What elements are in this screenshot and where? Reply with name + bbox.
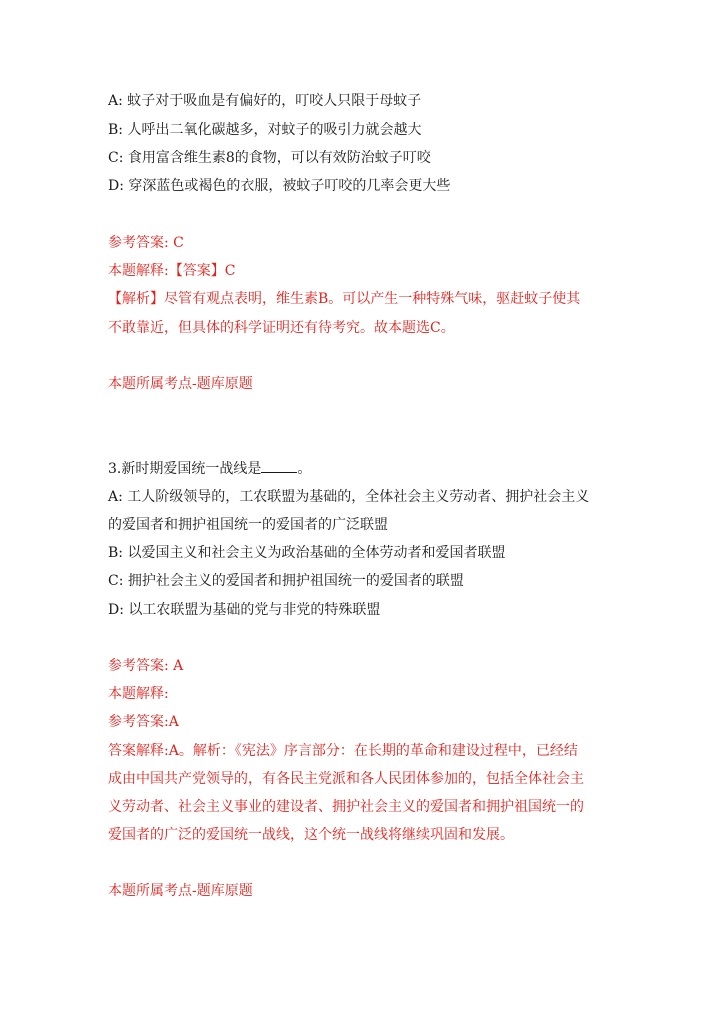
q2-option-b: B: 人呼出二氧化碳越多，对蚊子的吸引力就会越大 bbox=[108, 122, 422, 138]
q2-explain-title: 本题解释:【答案】C bbox=[108, 263, 236, 279]
q3-option-a-cont: 的爱国者和拥护祖国统一的爱国者的广泛联盟 bbox=[108, 517, 388, 533]
q3-answer: 参考答案: A bbox=[108, 658, 184, 674]
q3-explain-line-4: 爱国者的广泛的爱国统一战线，这个统一战线将继续巩固和发展。 bbox=[108, 827, 514, 843]
q3-question-suffix: 。 bbox=[297, 461, 312, 477]
q3-answer-blank bbox=[261, 458, 297, 473]
q2-answer: 参考答案: C bbox=[108, 235, 184, 251]
q3-option-d: D: 以工农联盟为基础的党与非党的特殊联盟 bbox=[108, 602, 381, 618]
q2-option-c: C: 食用富含维生素8的食物，可以有效防治蚊子叮咬 bbox=[108, 150, 431, 166]
q2-explain-line-2: 不敢靠近，但具体的科学证明还有待考究。故本题选C。 bbox=[108, 320, 455, 336]
q2-source: 本题所属考点-题库原题 bbox=[108, 376, 253, 392]
q2-explain-line-1: 【解析】尽管有观点表明，维生素B。可以产生一种特殊气味，驱赶蚊子使其 bbox=[108, 291, 581, 307]
q3-option-b: B: 以爱国主义和社会主义为政治基础的全体劳动者和爱国者联盟 bbox=[108, 545, 506, 561]
q3-explain-title: 本题解释: bbox=[108, 686, 169, 702]
q3-answer-2: 参考答案:A bbox=[108, 714, 179, 730]
q3-question bbox=[108, 458, 311, 478]
q3-explain-line-3: 义劳动者、社会主义事业的建设者、拥护社会主义的爱国者和拥护祖国统一的 bbox=[108, 799, 584, 815]
q3-question-prefix: 3.新时期爱国统一战线是 bbox=[108, 461, 262, 477]
q3-source: 本题所属考点-题库原题 bbox=[108, 883, 253, 899]
q3-explain-line-1: 答案解释:A。解析：《宪法》序言部分：在长期的革命和建设过程中，已经结 bbox=[108, 743, 578, 759]
q2-option-d: D: 穿深蓝色或褐色的衣服，被蚊子叮咬的几率会更大些 bbox=[108, 178, 451, 194]
q3-explain-line-2: 成由中国共产党领导的，有各民主党派和各人民团体参加的，包括全体社会主 bbox=[108, 771, 584, 787]
q3-option-c: C: 拥护社会主义的爱国者和拥护祖国统一的爱国者的联盟 bbox=[108, 573, 464, 589]
q2-option-a: A: 蚊子对于吸血是有偏好的，叮咬人只限于母蚊子 bbox=[108, 93, 422, 109]
q3-option-a: A: 工人阶级领导的，工农联盟为基础的，全体社会主义劳动者、拥护社会主义 bbox=[108, 489, 590, 505]
